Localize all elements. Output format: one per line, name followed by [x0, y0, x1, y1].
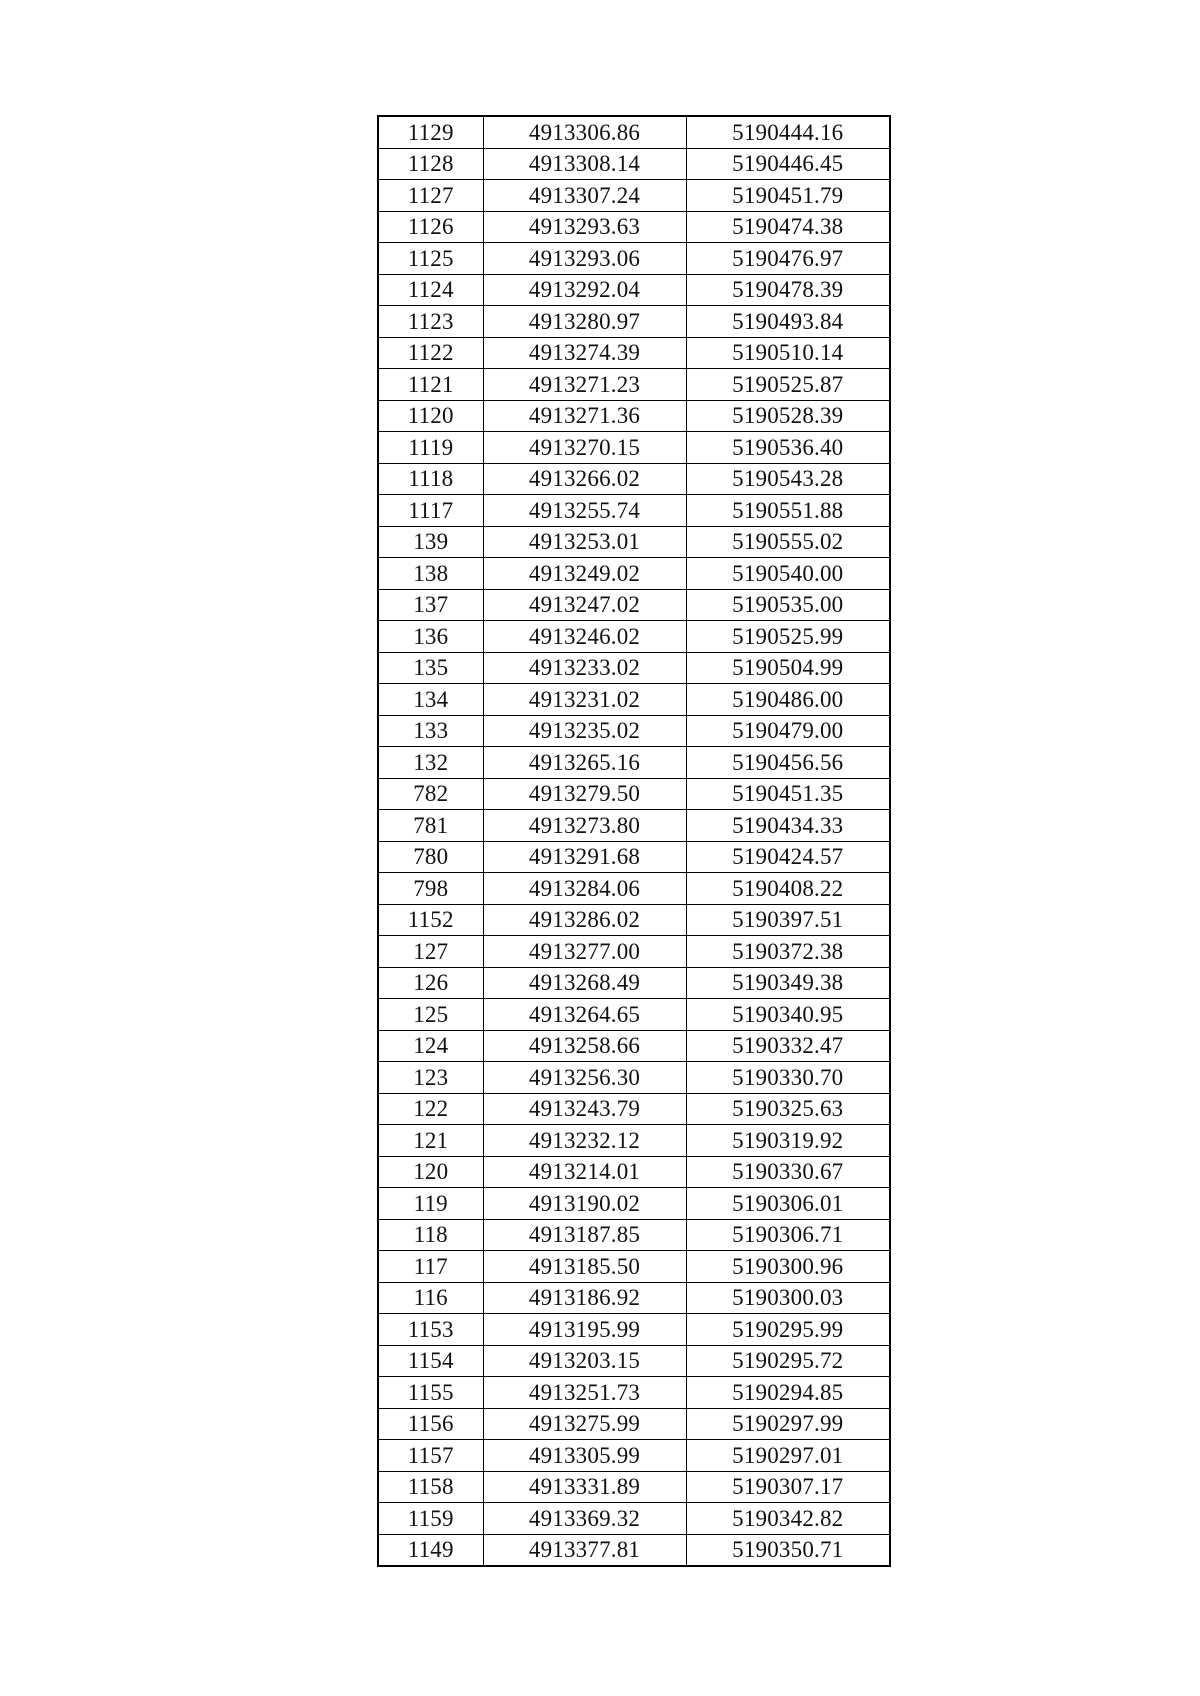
table-row [378, 1440, 890, 1472]
y-coordinate-cell: 5190551.88 [686, 495, 890, 527]
y-coordinate-cell: 5190434.33 [686, 810, 890, 842]
y-coordinate-cell: 5190451.79 [686, 180, 890, 212]
point-number-cell: 1124 [378, 274, 483, 306]
point-number-cell: 117 [378, 1251, 483, 1283]
x-coordinate-cell: 4913249.02 [483, 558, 686, 590]
y-coordinate-cell: 5190300.96 [686, 1251, 890, 1283]
y-coordinate-cell: 5190525.99 [686, 621, 890, 653]
point-number-cell: 1157 [378, 1440, 483, 1472]
table-row [378, 274, 890, 306]
y-coordinate-cell: 5190486.00 [686, 684, 890, 716]
point-number-cell: 1153 [378, 1314, 483, 1346]
y-coordinate-cell: 5190295.72 [686, 1345, 890, 1377]
table-row [378, 116, 890, 148]
x-coordinate-cell: 4913306.86 [483, 116, 686, 148]
y-coordinate-cell: 5190444.16 [686, 116, 890, 148]
point-number-cell: 126 [378, 967, 483, 999]
y-coordinate-cell: 5190342.82 [686, 1503, 890, 1535]
x-coordinate-cell: 4913235.02 [483, 715, 686, 747]
point-number-cell: 1152 [378, 904, 483, 936]
table-row [378, 873, 890, 905]
y-coordinate-cell: 5190319.92 [686, 1125, 890, 1157]
table-row [378, 369, 890, 401]
y-coordinate-cell: 5190408.22 [686, 873, 890, 905]
table-row [378, 337, 890, 369]
x-coordinate-cell: 4913307.24 [483, 180, 686, 212]
table-row [378, 1503, 890, 1535]
x-coordinate-cell: 4913251.73 [483, 1377, 686, 1409]
point-number-cell: 134 [378, 684, 483, 716]
point-number-cell: 1125 [378, 243, 483, 275]
point-number-cell: 1120 [378, 400, 483, 432]
x-coordinate-cell: 4913264.65 [483, 999, 686, 1031]
y-coordinate-cell: 5190535.00 [686, 589, 890, 621]
table-row [378, 904, 890, 936]
table-row [378, 715, 890, 747]
y-coordinate-cell: 5190306.71 [686, 1219, 890, 1251]
table-row [378, 211, 890, 243]
y-coordinate-cell: 5190306.01 [686, 1188, 890, 1220]
table-row [378, 1219, 890, 1251]
point-number-cell: 135 [378, 652, 483, 684]
point-number-cell: 1118 [378, 463, 483, 495]
point-number-cell: 782 [378, 778, 483, 810]
y-coordinate-cell: 5190372.38 [686, 936, 890, 968]
y-coordinate-cell: 5190528.39 [686, 400, 890, 432]
point-number-cell: 137 [378, 589, 483, 621]
table-row [378, 589, 890, 621]
table-row [378, 1377, 890, 1409]
point-number-cell: 1129 [378, 116, 483, 148]
x-coordinate-cell: 4913233.02 [483, 652, 686, 684]
table-row [378, 652, 890, 684]
table-row [378, 558, 890, 590]
x-coordinate-cell: 4913190.02 [483, 1188, 686, 1220]
x-coordinate-cell: 4913203.15 [483, 1345, 686, 1377]
x-coordinate-cell: 4913284.06 [483, 873, 686, 905]
table-row [378, 1125, 890, 1157]
y-coordinate-cell: 5190504.99 [686, 652, 890, 684]
x-coordinate-cell: 4913246.02 [483, 621, 686, 653]
y-coordinate-cell: 5190456.56 [686, 747, 890, 779]
y-coordinate-cell: 5190525.87 [686, 369, 890, 401]
x-coordinate-cell: 4913369.32 [483, 1503, 686, 1535]
x-coordinate-cell: 4913253.01 [483, 526, 686, 558]
x-coordinate-cell: 4913293.63 [483, 211, 686, 243]
x-coordinate-cell: 4913271.23 [483, 369, 686, 401]
table-row [378, 841, 890, 873]
point-number-cell: 133 [378, 715, 483, 747]
y-coordinate-cell: 5190330.70 [686, 1062, 890, 1094]
y-coordinate-cell: 5190350.71 [686, 1534, 890, 1566]
table-row [378, 1408, 890, 1440]
x-coordinate-cell: 4913286.02 [483, 904, 686, 936]
table-row [378, 1093, 890, 1125]
coordinates-table-body [378, 116, 890, 1566]
y-coordinate-cell: 5190510.14 [686, 337, 890, 369]
table-row [378, 936, 890, 968]
y-coordinate-cell: 5190451.35 [686, 778, 890, 810]
point-number-cell: 125 [378, 999, 483, 1031]
x-coordinate-cell: 4913377.81 [483, 1534, 686, 1566]
y-coordinate-cell: 5190349.38 [686, 967, 890, 999]
point-number-cell: 1159 [378, 1503, 483, 1535]
point-number-cell: 1128 [378, 148, 483, 180]
y-coordinate-cell: 5190397.51 [686, 904, 890, 936]
x-coordinate-cell: 4913291.68 [483, 841, 686, 873]
table-row [378, 1251, 890, 1283]
x-coordinate-cell: 4913273.80 [483, 810, 686, 842]
x-coordinate-cell: 4913231.02 [483, 684, 686, 716]
x-coordinate-cell: 4913195.99 [483, 1314, 686, 1346]
point-number-cell: 139 [378, 526, 483, 558]
y-coordinate-cell: 5190493.84 [686, 306, 890, 338]
table-row [378, 1471, 890, 1503]
x-coordinate-cell: 4913277.00 [483, 936, 686, 968]
table-row [378, 306, 890, 338]
x-coordinate-cell: 4913280.97 [483, 306, 686, 338]
y-coordinate-cell: 5190307.17 [686, 1471, 890, 1503]
table-row [378, 778, 890, 810]
x-coordinate-cell: 4913270.15 [483, 432, 686, 464]
table-row [378, 148, 890, 180]
point-number-cell: 118 [378, 1219, 483, 1251]
point-number-cell: 124 [378, 1030, 483, 1062]
x-coordinate-cell: 4913292.04 [483, 274, 686, 306]
y-coordinate-cell: 5190297.99 [686, 1408, 890, 1440]
point-number-cell: 1123 [378, 306, 483, 338]
point-number-cell: 781 [378, 810, 483, 842]
point-number-cell: 1119 [378, 432, 483, 464]
y-coordinate-cell: 5190446.45 [686, 148, 890, 180]
point-number-cell: 119 [378, 1188, 483, 1220]
table-row [378, 999, 890, 1031]
point-number-cell: 120 [378, 1156, 483, 1188]
x-coordinate-cell: 4913255.74 [483, 495, 686, 527]
x-coordinate-cell: 4913243.79 [483, 1093, 686, 1125]
y-coordinate-cell: 5190424.57 [686, 841, 890, 873]
y-coordinate-cell: 5190294.85 [686, 1377, 890, 1409]
y-coordinate-cell: 5190295.99 [686, 1314, 890, 1346]
x-coordinate-cell: 4913247.02 [483, 589, 686, 621]
x-coordinate-cell: 4913274.39 [483, 337, 686, 369]
table-row [378, 432, 890, 464]
x-coordinate-cell: 4913293.06 [483, 243, 686, 275]
point-number-cell: 1122 [378, 337, 483, 369]
y-coordinate-cell: 5190300.03 [686, 1282, 890, 1314]
y-coordinate-cell: 5190340.95 [686, 999, 890, 1031]
y-coordinate-cell: 5190297.01 [686, 1440, 890, 1472]
x-coordinate-cell: 4913232.12 [483, 1125, 686, 1157]
x-coordinate-cell: 4913275.99 [483, 1408, 686, 1440]
point-number-cell: 121 [378, 1125, 483, 1157]
table-row [378, 747, 890, 779]
coordinates-table [377, 115, 891, 1567]
table-row [378, 526, 890, 558]
y-coordinate-cell: 5190479.00 [686, 715, 890, 747]
x-coordinate-cell: 4913268.49 [483, 967, 686, 999]
table-row [378, 684, 890, 716]
point-number-cell: 780 [378, 841, 483, 873]
y-coordinate-cell: 5190555.02 [686, 526, 890, 558]
x-coordinate-cell: 4913185.50 [483, 1251, 686, 1283]
point-number-cell: 138 [378, 558, 483, 590]
point-number-cell: 1155 [378, 1377, 483, 1409]
x-coordinate-cell: 4913265.16 [483, 747, 686, 779]
table-row [378, 1062, 890, 1094]
point-number-cell: 1127 [378, 180, 483, 212]
y-coordinate-cell: 5190540.00 [686, 558, 890, 590]
table-row [378, 180, 890, 212]
point-number-cell: 116 [378, 1282, 483, 1314]
y-coordinate-cell: 5190325.63 [686, 1093, 890, 1125]
point-number-cell: 127 [378, 936, 483, 968]
x-coordinate-cell: 4913271.36 [483, 400, 686, 432]
point-number-cell: 1154 [378, 1345, 483, 1377]
y-coordinate-cell: 5190536.40 [686, 432, 890, 464]
point-number-cell: 1158 [378, 1471, 483, 1503]
x-coordinate-cell: 4913187.85 [483, 1219, 686, 1251]
point-number-cell: 1156 [378, 1408, 483, 1440]
x-coordinate-cell: 4913305.99 [483, 1440, 686, 1472]
x-coordinate-cell: 4913258.66 [483, 1030, 686, 1062]
point-number-cell: 798 [378, 873, 483, 905]
y-coordinate-cell: 5190476.97 [686, 243, 890, 275]
table-row [378, 400, 890, 432]
x-coordinate-cell: 4913256.30 [483, 1062, 686, 1094]
point-number-cell: 132 [378, 747, 483, 779]
table-row [378, 1534, 890, 1566]
table-row [378, 463, 890, 495]
point-number-cell: 136 [378, 621, 483, 653]
table-row [378, 243, 890, 275]
table-row [378, 495, 890, 527]
y-coordinate-cell: 5190474.38 [686, 211, 890, 243]
x-coordinate-cell: 4913331.89 [483, 1471, 686, 1503]
point-number-cell: 1117 [378, 495, 483, 527]
y-coordinate-cell: 5190478.39 [686, 274, 890, 306]
point-number-cell: 1121 [378, 369, 483, 401]
y-coordinate-cell: 5190330.67 [686, 1156, 890, 1188]
table-row [378, 1030, 890, 1062]
x-coordinate-cell: 4913279.50 [483, 778, 686, 810]
x-coordinate-cell: 4913266.02 [483, 463, 686, 495]
table-row [378, 1282, 890, 1314]
table-row [378, 1188, 890, 1220]
point-number-cell: 122 [378, 1093, 483, 1125]
table-row [378, 1314, 890, 1346]
table-row [378, 967, 890, 999]
table-row [378, 810, 890, 842]
x-coordinate-cell: 4913308.14 [483, 148, 686, 180]
x-coordinate-cell: 4913214.01 [483, 1156, 686, 1188]
point-number-cell: 123 [378, 1062, 483, 1094]
table-row [378, 1345, 890, 1377]
x-coordinate-cell: 4913186.92 [483, 1282, 686, 1314]
point-number-cell: 1149 [378, 1534, 483, 1566]
table-row [378, 621, 890, 653]
y-coordinate-cell: 5190332.47 [686, 1030, 890, 1062]
point-number-cell: 1126 [378, 211, 483, 243]
table-row [378, 1156, 890, 1188]
y-coordinate-cell: 5190543.28 [686, 463, 890, 495]
